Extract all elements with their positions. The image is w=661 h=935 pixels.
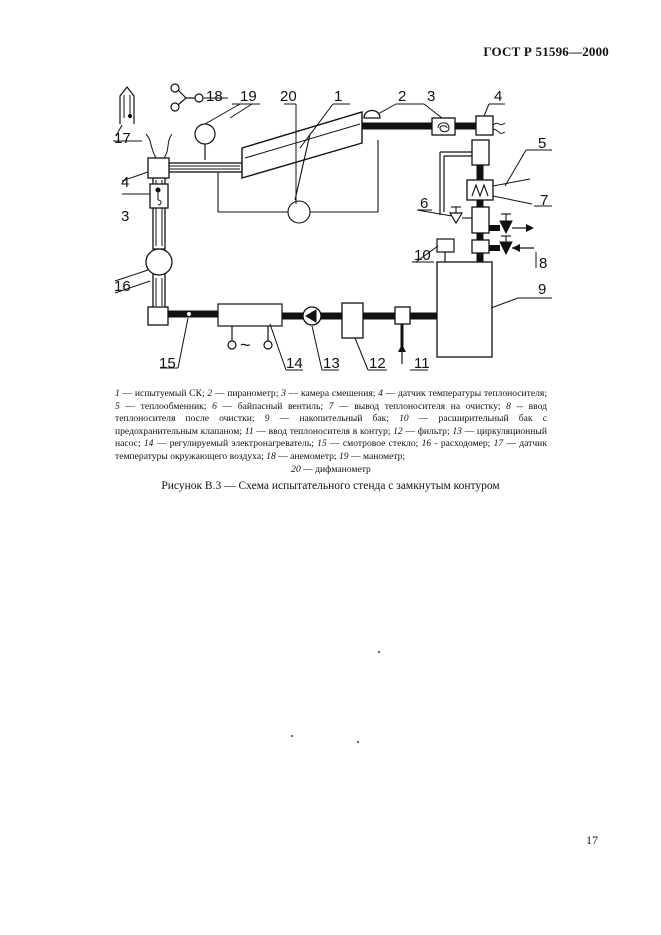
label-20: 20 bbox=[280, 88, 297, 105]
legend-number: 17 bbox=[493, 438, 504, 450]
bypass-valve bbox=[450, 207, 472, 223]
legend-text: — байпасный вентиль; bbox=[216, 400, 329, 412]
mixing-chamber-right bbox=[432, 118, 455, 135]
legend-text: — ввод теплоносителя в контур; bbox=[253, 425, 394, 437]
legend-text: — камера смешения; bbox=[285, 388, 379, 399]
legend-number: 3 bbox=[281, 388, 286, 399]
legend-text: — датчик температуры окружающего воздуха; bbox=[115, 438, 547, 462]
label-8: 8 bbox=[539, 255, 548, 272]
label-13: 13 bbox=[323, 355, 340, 372]
legend-text: — циркуляционный насос; bbox=[115, 425, 547, 450]
return-valve bbox=[500, 236, 536, 268]
legend-entry bbox=[422, 438, 494, 449]
label-16: 16 bbox=[114, 278, 131, 295]
outlet-valve bbox=[500, 206, 552, 233]
page-number: 17 bbox=[586, 833, 598, 847]
legend-entry bbox=[144, 438, 317, 449]
label-4: 4 bbox=[494, 88, 503, 105]
legend-text: -- ввод теплоносителя после очистки; bbox=[115, 400, 547, 425]
legend-number: 11 bbox=[244, 425, 254, 437]
flowmeter bbox=[146, 249, 172, 275]
label-3: 3 bbox=[427, 88, 436, 105]
label-18: 18 bbox=[206, 88, 223, 105]
legend-text: — вывод теплоносителя на очистку; bbox=[333, 400, 507, 412]
legend-text: — расширительный бак с предохранительным клапаном; bbox=[115, 413, 547, 437]
heat-exchanger bbox=[467, 179, 532, 204]
legend-text: — фильтр; bbox=[402, 425, 453, 437]
legend-entry bbox=[266, 451, 339, 462]
label-14: 14 bbox=[286, 355, 303, 372]
label-6: 6 bbox=[420, 195, 429, 212]
label-11: 11 bbox=[414, 355, 430, 372]
legend-text: — теплообменник; bbox=[119, 400, 213, 412]
legend-number: 10 bbox=[399, 413, 409, 425]
legend-number: 13 bbox=[452, 425, 462, 437]
legend-number: 16 bbox=[421, 438, 432, 450]
legend-number: 20 bbox=[291, 463, 301, 475]
standard-header: ГОСТ Р 51596—2000 bbox=[483, 44, 609, 59]
legend-entry bbox=[265, 413, 399, 424]
legend-number: 1 bbox=[115, 388, 120, 399]
label-5: 5 bbox=[538, 135, 547, 152]
temperature-sensor-right bbox=[476, 116, 505, 135]
legend-text: — накопительный бак; bbox=[269, 413, 400, 425]
legend-text: — датчик температуры теплоносителя; bbox=[382, 388, 547, 399]
ac-symbol: ~ bbox=[240, 335, 251, 355]
legend-entry bbox=[281, 388, 378, 399]
scan-speck bbox=[378, 651, 380, 653]
temperature-sensor-left bbox=[148, 158, 169, 178]
legend-entry bbox=[207, 388, 281, 399]
legend-number: 6 bbox=[212, 400, 217, 412]
legend-number: 4 bbox=[378, 388, 383, 399]
legend-entry bbox=[378, 388, 547, 399]
label-4-left: 4 bbox=[121, 174, 130, 191]
legend-entry bbox=[329, 401, 507, 412]
legend-entry bbox=[317, 438, 421, 449]
label-3-left: 3 bbox=[121, 208, 130, 225]
label-7: 7 bbox=[540, 192, 549, 209]
mixing-chamber-left bbox=[150, 184, 168, 208]
legend-number: 7 bbox=[328, 400, 334, 412]
label-10: 10 bbox=[414, 247, 431, 264]
legend-entry bbox=[115, 401, 212, 412]
legend-entry bbox=[212, 401, 329, 412]
legend-entry bbox=[339, 451, 405, 462]
scan-speck bbox=[357, 741, 359, 743]
legend-number: 12 bbox=[393, 425, 403, 437]
legend-text: - расходомер; bbox=[431, 438, 494, 450]
label-9: 9 bbox=[538, 281, 547, 298]
label-12: 12 bbox=[369, 355, 386, 372]
legend-text: — регулируемый электронагреватель; bbox=[153, 438, 318, 450]
legend-number: 19 bbox=[339, 450, 349, 462]
legend-number: 14 bbox=[143, 438, 154, 450]
filter bbox=[342, 303, 363, 338]
legend-text: — манометр; bbox=[348, 450, 406, 462]
storage-tank bbox=[437, 262, 492, 357]
legend-text: — анемометр; bbox=[275, 450, 339, 462]
legend-number: 8 bbox=[506, 400, 511, 412]
legend-entry bbox=[393, 426, 452, 437]
legend-number: 2 bbox=[207, 388, 213, 399]
test-stand-diagram bbox=[0, 0, 661, 380]
label-2: 2 bbox=[398, 88, 407, 105]
figure-legend bbox=[115, 388, 547, 476]
pyranometer bbox=[364, 111, 380, 119]
circulation-pump bbox=[303, 307, 321, 325]
legend-number: 18 bbox=[266, 450, 276, 462]
legend-entry bbox=[115, 464, 547, 477]
label-15: 15 bbox=[159, 355, 176, 372]
legend-number: 9 bbox=[264, 413, 270, 425]
legend-text: — дифманометр bbox=[300, 463, 371, 475]
scan-speck bbox=[291, 735, 293, 737]
legend-text: — смотровое стекло; bbox=[326, 438, 422, 450]
figure-caption: Рисунок В.3 — Схема испытательного стенда с замкнутым контуром bbox=[161, 480, 500, 492]
legend-entry bbox=[115, 388, 207, 399]
label-1: 1 bbox=[334, 88, 343, 105]
legend-text: — пиранометр; bbox=[212, 388, 282, 399]
legend-number: 15 bbox=[317, 438, 327, 450]
legend-entry bbox=[245, 426, 393, 437]
label-19: 19 bbox=[240, 88, 257, 105]
expansion-tank bbox=[437, 239, 454, 262]
legend-number: 5 bbox=[115, 400, 120, 412]
label-17: 17 bbox=[114, 130, 131, 147]
legend-text: — испытуемый СК; bbox=[119, 388, 208, 399]
